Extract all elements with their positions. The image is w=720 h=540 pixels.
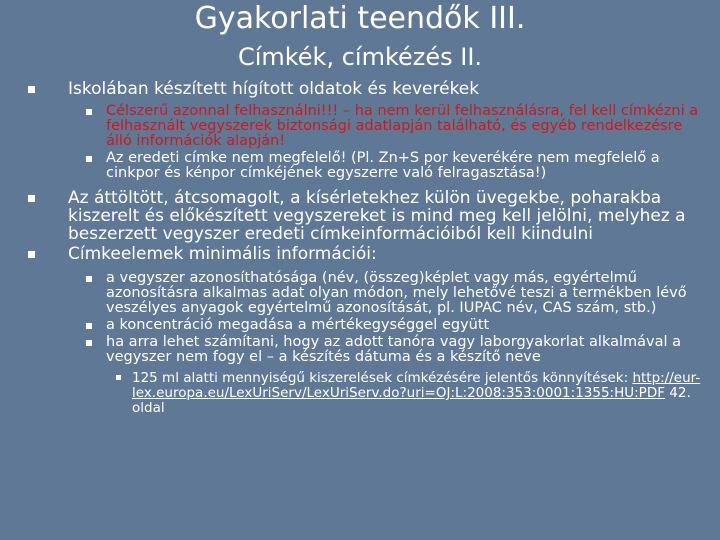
note-item [26,371,706,416]
list-item [26,151,706,181]
bullet-text: Címkeelemek minimális információi: [68,244,377,264]
list-item [26,335,706,365]
square-bullet-icon [86,340,92,346]
bullet-text: Iskolában készített hígított oldatok és keverékek [68,79,480,99]
square-bullet-icon [28,86,35,93]
square-bullet-icon [86,276,92,282]
bullet-text: Az eredeti címke nem megfelelő! (Pl. Zn+S por keverékére nem megfelelő a cinkpor és kénpor címkéjének egyszerre való felragasztása!) [106,150,660,181]
list-item [26,104,706,149]
note-suffix: 42. oldal [132,385,691,416]
bullet-list [26,80,706,416]
square-bullet-icon [86,109,92,115]
list-item [26,189,706,243]
square-bullet-icon [116,375,121,380]
bullet-text: Célszerű azonnal felhasználni!!! – ha nem kerül felhasználásra, fel kell címkézni a felhasznált vegyszerek biztonsági adatlapján található, és egyéb rendelkezésre álló információk alapján! [106,103,699,149]
square-bullet-icon [28,251,35,258]
bullet-text: a vegyszer azonosíthatósága (név, (összeg)képlet vagy más, egyértelmű azonosításra alkalmas adat olyan módon, mely lehetővé teszi a termékben lévő veszélyes anyagok egyértelmű azonosítását, pl. IUPAC név, CAS szám, stb.) [106,270,687,316]
slide-title: Gyakorlati teendők III. [194,1,526,36]
bullet-text: ha arra lehet számítani, hogy az adott tanóra vagy laborgyakorlat alkalmával a vegyszer nem fogy el – a készítés dátuma és a készítő neve [106,334,682,365]
square-bullet-icon [86,323,92,329]
slide-content [26,80,706,416]
list-item [26,271,706,316]
bullet-text: a koncentráció megadása a mértékegységgel együtt [106,317,490,333]
square-bullet-icon [28,195,35,202]
square-bullet-icon [86,156,92,162]
note-prefix: 125 ml alatti mennyiségű kiszerelések címkézésére jelentős könnyítések: [132,370,633,386]
list-item [26,245,706,263]
list-item [26,318,706,333]
list-item [26,80,706,98]
eur-lex-link[interactable]: http://eur-lex.europa.eu/LexUriServ/LexUriServ.do?uri=OJ:L:2008:353:0001:1355:HU:PDF [132,370,701,401]
bullet-text: Az áttöltött, átcsomagolt, a kísérletekhez külön üvegekbe, poharakba kiszerelt és előkészített vegyszereket is mind meg kell jelölni, melyhez a beszerzett vegyszer eredeti címkeinformációiból kell kiindulni [68,188,686,244]
slide-subtitle: Címkék, címkézés II. [237,43,483,71]
